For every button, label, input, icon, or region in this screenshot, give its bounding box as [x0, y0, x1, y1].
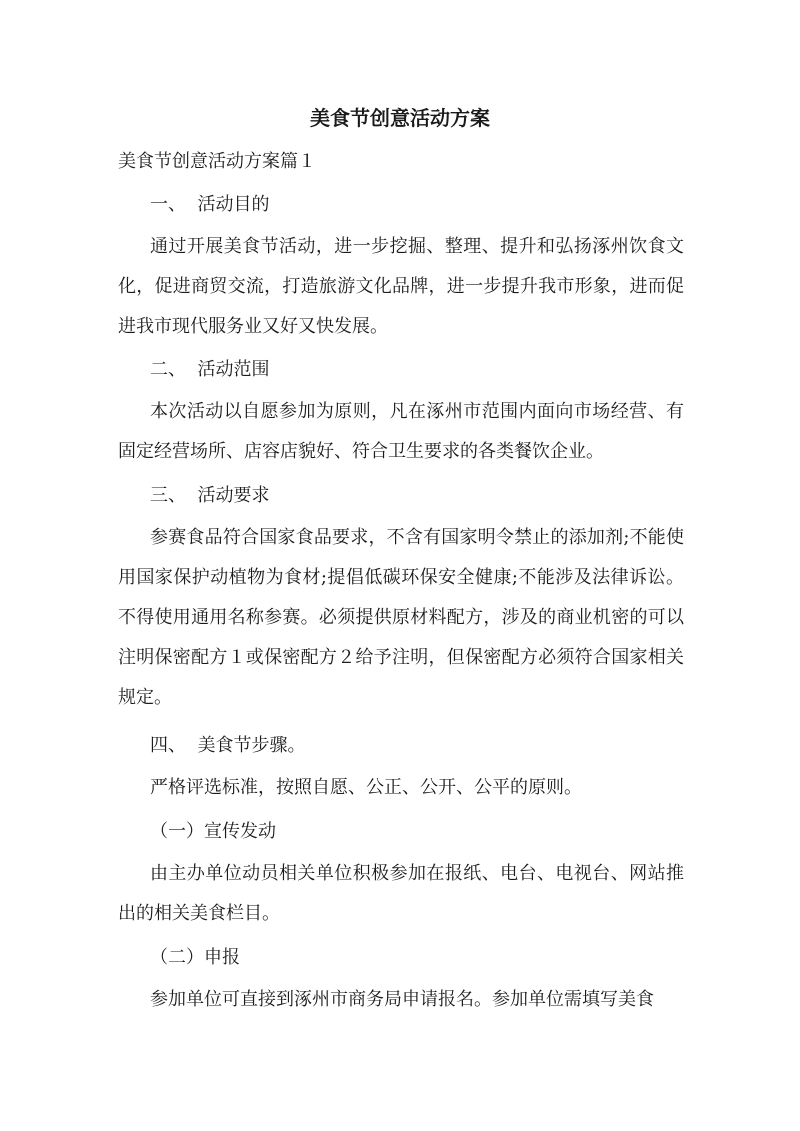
paragraph-purpose: 通过开展美食节活动，进一步挖掘、整理、提升和弘扬涿州饮食文化，促进商贸交流，打造旅游文化品牌，进一步提升我市形象，进而促进我市现代服务业又好又快发展。 [118, 236, 684, 337]
paragraph-publicity: 由主办单位动员相关单位积极参加在报纸、电台、电视台、网站推出的相关美食栏目。 [118, 863, 684, 924]
document-title: 美食节创意活动方案 [310, 106, 490, 130]
section-heading-requirements: 三、 活动要求 [150, 485, 270, 506]
section-heading-scope: 二、 活动范围 [150, 359, 270, 380]
paragraph-scope: 本次活动以自愿参加为原则，凡在涿州市范围内面向市场经营、有固定经营场所、店容店貌好、符合卫生要求的各类餐饮企业。 [118, 401, 684, 462]
section-heading-steps: 四、 美食节步骤。 [150, 735, 306, 756]
paragraph-application: 参加单位可直接到涿州市商务局申请报名。参加单位需填写美食 [150, 989, 654, 1010]
paragraph-requirements: 参赛食品符合国家食品要求，不含有国家明令禁止的添加剂;不能使用国家保护动植物为食材;提倡低碳环保安全健康;不能涉及法律诉讼。不得使用通用名称参赛。必须提供原材料配方，涉及的商业机密的可以注明保密配方１或保密配方２给予注明，但保密配方必须符合国家相关规定。 [118, 527, 684, 708]
document-subtitle: 美食节创意活动方案篇１ [118, 151, 316, 172]
paragraph-steps: 严格评选标准，按照自愿、公正、公开、公平的原则。 [150, 777, 582, 798]
subheading-publicity: （一）宣传发动 [150, 821, 276, 842]
subheading-application: （二）申报 [150, 947, 240, 968]
section-heading-purpose: 一、 活动目的 [150, 194, 270, 215]
